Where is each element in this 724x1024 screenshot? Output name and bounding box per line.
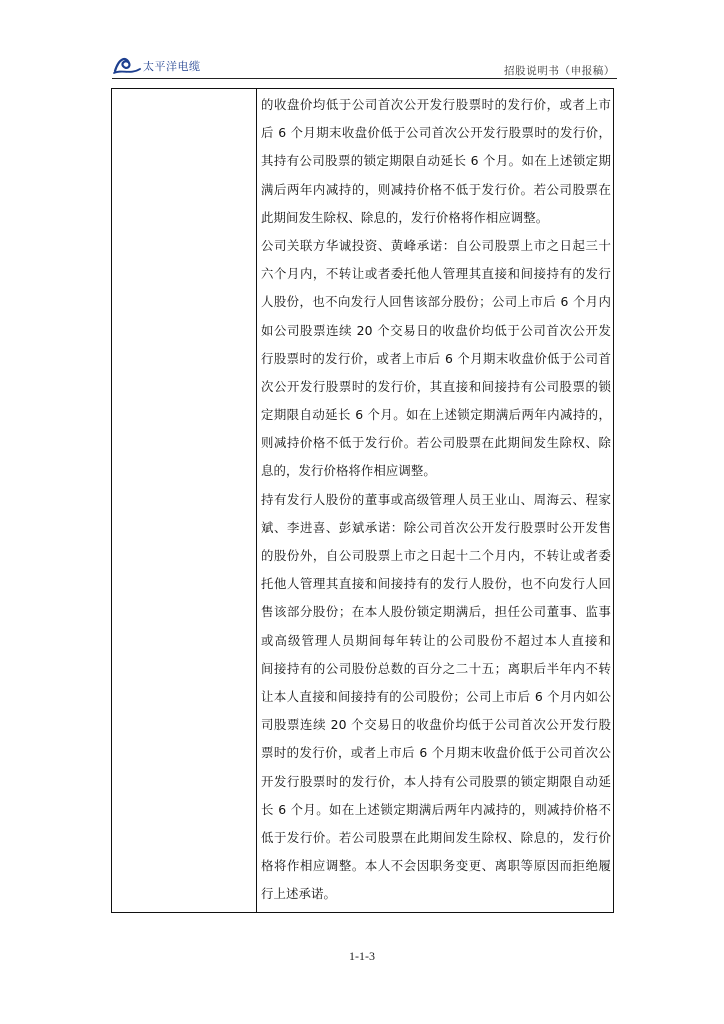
company-logo: [112, 50, 201, 76]
company-name: 太平洋电缆: [143, 60, 201, 73]
commitment-text-cell: [261, 91, 611, 908]
text-line: 长 6 个月。如在上述锁定期满后两年内减持的，则减持价格不: [261, 801, 611, 817]
text-line: 的股份外，自公司股票上市之日起十二个月内，不转让或者委: [261, 548, 611, 563]
header-divider: [112, 78, 617, 79]
text-line: 定期限自动延长 6 个月。如在上述锁定期满后两年内减持的，: [261, 407, 611, 423]
text-line: 后 6 个月期末收盘价低于公司首次公开发行股票时的发行价，: [261, 125, 611, 141]
page-number: 1-1-3: [349, 949, 375, 963]
text-line: 其持有公司股票的锁定期限自动延长 6 个月。如在上述锁定期: [261, 153, 611, 169]
text-line: 如公司股票连续 20 个交易日的收盘价均低于公司首次公开发: [261, 322, 611, 338]
document-title: 招股说明书（申报稿）: [504, 65, 615, 77]
text-line: 公司关联方华诚投资、黄峰承诺：自公司股票上市之日起三十: [261, 237, 611, 253]
pacific-cable-wave-logo-icon: [112, 54, 142, 76]
text-line: 人股份，也不向发行人回售该部分股份；公司上市后 6 个月内: [261, 294, 611, 310]
text-line: 票时的发行价，或者上市后 6 个月期末收盘价低于公司首次公: [261, 745, 611, 761]
text-line: 低于发行价。若公司股票在此期间发生除权、除息的，发行价: [261, 829, 611, 845]
text-line: 格将作相应调整。本人不会因职务变更、离职等原因而拒绝履: [261, 858, 611, 874]
text-line: 次公开发行股票时的发行价，其直接和间接持有公司股票的锁: [261, 378, 611, 394]
text-line: 息的，发行价格将作相应调整。: [261, 463, 436, 479]
text-line: 行股票时的发行价，或者上市后 6 个月期末收盘价低于公司首: [261, 350, 611, 366]
commitment-table: [111, 88, 614, 913]
text-line: 售该部分股份；在本人股份锁定期满后，担任公司董事、监事: [261, 604, 611, 620]
text-line: 行上述承诺。: [261, 886, 336, 902]
text-line: 托他人管理其直接和间接持有的发行人股份，也不向发行人回: [261, 576, 611, 592]
text-line: 让本人直接和间接持有的公司股份；公司上市后 6 个月内如公: [261, 688, 611, 704]
page-header: [112, 44, 617, 78]
table-column-divider: [256, 89, 257, 912]
text-line: 此期间发生除权、除息的，发行价格将作相应调整。: [261, 209, 549, 225]
text-line: 满后两年内减持的，则减持价格不低于发行价。若公司股票在: [261, 181, 611, 197]
text-line: 六个月内，不转让或者委托他人管理其直接和间接持有的发行: [261, 266, 611, 282]
text-line: 斌、李进喜、彭斌承诺：除公司首次公开发行股票时公开发售: [261, 519, 611, 535]
text-line: 则减持价格不低于发行价。若公司股票在此期间发生除权、除: [261, 435, 611, 451]
text-line: 或高级管理人员期间每年转让的公司股份不超过本人直接和: [261, 632, 611, 648]
text-line: 持有发行人股份的董事或高级管理人员王业山、周海云、程家: [261, 491, 611, 507]
text-line: 的收盘价均低于公司首次公开发行股票时的发行价，或者上市: [261, 97, 611, 112]
text-line: 间接持有的公司股份总数的百分之二十五；离职后半年内不转: [261, 660, 611, 676]
text-line: 司股票连续 20 个交易日的收盘价均低于公司首次公开发行股: [261, 717, 611, 733]
text-line: 开发行股票时的发行价，本人持有公司股票的锁定期限自动延: [261, 773, 611, 789]
